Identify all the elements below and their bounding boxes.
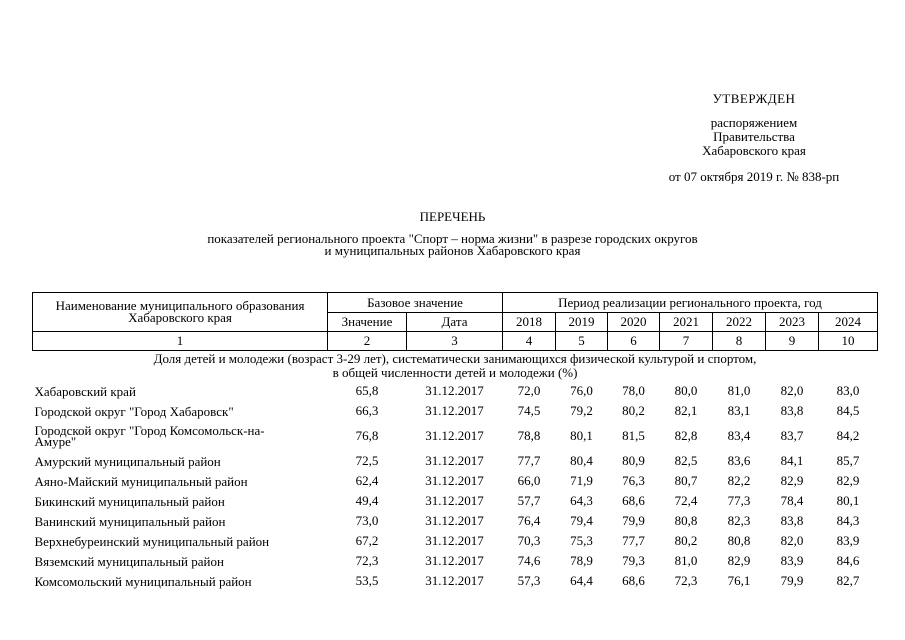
header-year-2023: 2023 xyxy=(766,313,819,332)
row-2020: 81,5 xyxy=(622,428,645,443)
row-base-date: 31.12.2017 xyxy=(425,453,484,468)
row-2020: 77,7 xyxy=(622,533,645,548)
row-2024: 84,2 xyxy=(836,428,860,443)
row-2020: 76,3 xyxy=(622,473,645,488)
row-2023: 83,8 xyxy=(780,403,804,418)
row-2020: 78,0 xyxy=(622,383,645,398)
table-body xyxy=(33,351,878,592)
indicators-table xyxy=(32,292,878,591)
row-2021: 80,2 xyxy=(674,533,698,548)
row-2023: 82,0 xyxy=(780,533,804,548)
row-2019: 80,1 xyxy=(570,428,593,443)
approval-line-government: Правительства xyxy=(713,129,795,144)
header-year-2018: 2018 xyxy=(503,313,556,332)
row-2018: 66,0 xyxy=(517,473,541,488)
table-row xyxy=(33,451,878,471)
row-base-date: 31.12.2017 xyxy=(425,533,484,548)
approved-label: УТВЕРЖДЕН xyxy=(712,91,796,106)
column-number: 7 xyxy=(660,332,713,351)
row-2018: 57,3 xyxy=(517,573,541,588)
row-2019: 75,3 xyxy=(570,533,593,548)
row-2020: 79,9 xyxy=(622,513,645,528)
row-base-date: 31.12.2017 xyxy=(425,383,484,398)
row-2019: 79,4 xyxy=(570,513,593,528)
row-2023: 78,4 xyxy=(780,493,804,508)
row-2021: 80,8 xyxy=(674,513,698,528)
column-number: 1 xyxy=(33,332,328,351)
table-row xyxy=(33,551,878,571)
row-2024: 85,7 xyxy=(836,453,860,468)
table-row xyxy=(33,381,878,401)
section-title-line1: Доля детей и молодежи (возраст 3-29 лет), систематически занимающихся физической культурой и спортом, xyxy=(153,351,757,366)
row-name: Аяно-Майский муниципальный район xyxy=(34,473,248,489)
row-2024: 82,9 xyxy=(836,473,860,488)
row-name: Комсомольский муниципальный район xyxy=(34,573,252,589)
row-2019: 76,0 xyxy=(570,383,593,398)
row-2018: 77,7 xyxy=(517,453,541,468)
row-name: Бикинский муниципальный район xyxy=(34,493,225,509)
row-2023: 83,7 xyxy=(780,428,804,443)
row-base-date: 31.12.2017 xyxy=(425,573,484,588)
approval-line-order: распоряжением xyxy=(710,115,798,130)
row-2020: 80,9 xyxy=(622,453,645,468)
row-2022: 76,1 xyxy=(727,573,751,588)
document-subtitle-line2: и муниципальных районов Хабаровского края xyxy=(324,243,581,258)
row-2019: 71,9 xyxy=(570,473,593,488)
row-2022: 82,3 xyxy=(727,513,751,528)
row-2020: 68,6 xyxy=(622,573,645,588)
row-base-value: 72,3 xyxy=(355,553,379,568)
row-name: Городской округ "Город Хабаровск" xyxy=(34,403,234,419)
row-2019: 64,3 xyxy=(570,493,593,508)
row-2018: 70,3 xyxy=(517,533,541,548)
row-2024: 83,9 xyxy=(836,533,860,548)
column-number: 10 xyxy=(819,332,878,351)
row-2018: 72,0 xyxy=(517,383,541,398)
header-period: Период реализации регионального проекта, год xyxy=(503,293,878,313)
row-2018: 57,7 xyxy=(517,493,541,508)
row-name: Вяземский муниципальный район xyxy=(34,553,224,569)
row-2022: 82,9 xyxy=(727,553,751,568)
row-2024: 84,3 xyxy=(836,513,860,528)
header-date: Дата xyxy=(407,313,503,332)
row-2024: 80,1 xyxy=(836,493,860,508)
header-name-column: Наименование муниципального образования Хабаровского края xyxy=(33,293,328,332)
header-year-2020: 2020 xyxy=(608,313,660,332)
row-2022: 81,0 xyxy=(727,383,751,398)
row-2020: 68,6 xyxy=(622,493,645,508)
table-row xyxy=(33,491,878,511)
row-2023: 79,9 xyxy=(780,573,804,588)
row-2022: 80,8 xyxy=(727,533,751,548)
row-2019: 80,4 xyxy=(570,453,593,468)
row-2023: 82,0 xyxy=(780,383,804,398)
row-base-date: 31.12.2017 xyxy=(425,493,484,508)
row-name-line2: Амуре" xyxy=(34,434,77,449)
row-2022: 83,4 xyxy=(727,428,751,443)
row-2023: 83,9 xyxy=(780,553,804,568)
row-2021: 80,7 xyxy=(674,473,698,488)
row-base-value: 73,0 xyxy=(355,513,379,528)
column-number: 2 xyxy=(328,332,407,351)
row-base-value: 53,5 xyxy=(355,573,379,588)
row-2022: 82,2 xyxy=(727,473,751,488)
row-2022: 77,3 xyxy=(727,493,751,508)
header-year-2021: 2021 xyxy=(660,313,713,332)
row-base-date: 31.12.2017 xyxy=(425,473,484,488)
row-name: Амурский муниципальный район xyxy=(34,453,221,469)
column-numbers-row xyxy=(33,332,878,351)
row-2023: 82,9 xyxy=(780,473,804,488)
row-2021: 72,3 xyxy=(674,573,698,588)
column-number: 5 xyxy=(556,332,608,351)
row-2021: 82,8 xyxy=(674,428,698,443)
row-2019: 79,2 xyxy=(570,403,593,418)
row-2022: 83,6 xyxy=(727,453,751,468)
row-2019: 64,4 xyxy=(570,573,593,588)
row-2021: 82,1 xyxy=(674,403,698,418)
row-base-value: 49,4 xyxy=(355,493,379,508)
row-base-value: 66,3 xyxy=(355,403,379,418)
row-2018: 74,5 xyxy=(517,403,541,418)
row-2021: 80,0 xyxy=(674,383,698,398)
column-number: 9 xyxy=(766,332,819,351)
row-2021: 81,0 xyxy=(674,553,698,568)
row-2024: 84,6 xyxy=(836,553,860,568)
approval-date: от 07 октября 2019 г. № 838-рп xyxy=(668,169,840,184)
row-2024: 82,7 xyxy=(836,573,860,588)
column-number: 3 xyxy=(407,332,503,351)
row-2018: 74,6 xyxy=(517,553,541,568)
row-base-value: 67,2 xyxy=(355,533,379,548)
section-title-line2: в общей численности детей и молодежи (%) xyxy=(332,365,578,380)
row-name xyxy=(33,421,328,451)
table-row xyxy=(33,421,878,451)
column-number: 4 xyxy=(503,332,556,351)
row-base-value: 62,4 xyxy=(355,473,379,488)
document-subtitle-line1: показателей регионального проекта "Спорт – норма жизни" в разрезе городских округов xyxy=(207,231,698,246)
row-base-date: 31.12.2017 xyxy=(425,403,484,418)
row-base-value: 76,8 xyxy=(355,428,379,443)
row-2023: 84,1 xyxy=(780,453,804,468)
document-title-block xyxy=(30,211,875,257)
row-2020: 80,2 xyxy=(622,403,645,418)
table-row xyxy=(33,511,878,531)
row-2023: 83,8 xyxy=(780,513,804,528)
section-title xyxy=(33,351,878,382)
header-year-2022: 2022 xyxy=(713,313,766,332)
header-year-2019: 2019 xyxy=(556,313,608,332)
approval-line-region: Хабаровского края xyxy=(702,143,806,158)
header-value: Значение xyxy=(328,313,407,332)
table-row xyxy=(33,471,878,491)
row-name-line1: Городской округ "Город Комсомольск-на- xyxy=(34,423,265,438)
row-2019: 78,9 xyxy=(570,553,593,568)
approval-block xyxy=(620,92,888,184)
table-header xyxy=(33,293,878,351)
column-number: 6 xyxy=(608,332,660,351)
table-row xyxy=(33,571,878,591)
header-base-value: Базовое значение xyxy=(328,293,503,313)
row-2024: 83,0 xyxy=(836,383,860,398)
row-base-date: 31.12.2017 xyxy=(425,513,484,528)
row-name: Хабаровский край xyxy=(34,383,136,399)
row-2018: 78,8 xyxy=(517,428,541,443)
column-number: 8 xyxy=(713,332,766,351)
row-base-value: 65,8 xyxy=(355,383,379,398)
row-2022: 83,1 xyxy=(727,403,751,418)
row-2024: 84,5 xyxy=(836,403,860,418)
row-base-date: 31.12.2017 xyxy=(425,428,484,443)
row-base-value: 72,5 xyxy=(355,453,379,468)
row-name: Ванинский муниципальный район xyxy=(34,513,226,529)
row-base-date: 31.12.2017 xyxy=(425,553,484,568)
section-header-row xyxy=(33,351,878,382)
table-row xyxy=(33,531,878,551)
table-row xyxy=(33,401,878,421)
row-name: Верхнебуреинский муниципальный район xyxy=(34,533,270,549)
row-2021: 72,4 xyxy=(674,493,698,508)
header-year-2024: 2024 xyxy=(819,313,878,332)
row-2020: 79,3 xyxy=(622,553,645,568)
row-2018: 76,4 xyxy=(517,513,541,528)
row-2021: 82,5 xyxy=(674,453,698,468)
document-title: ПЕРЕЧЕНЬ xyxy=(419,209,486,224)
